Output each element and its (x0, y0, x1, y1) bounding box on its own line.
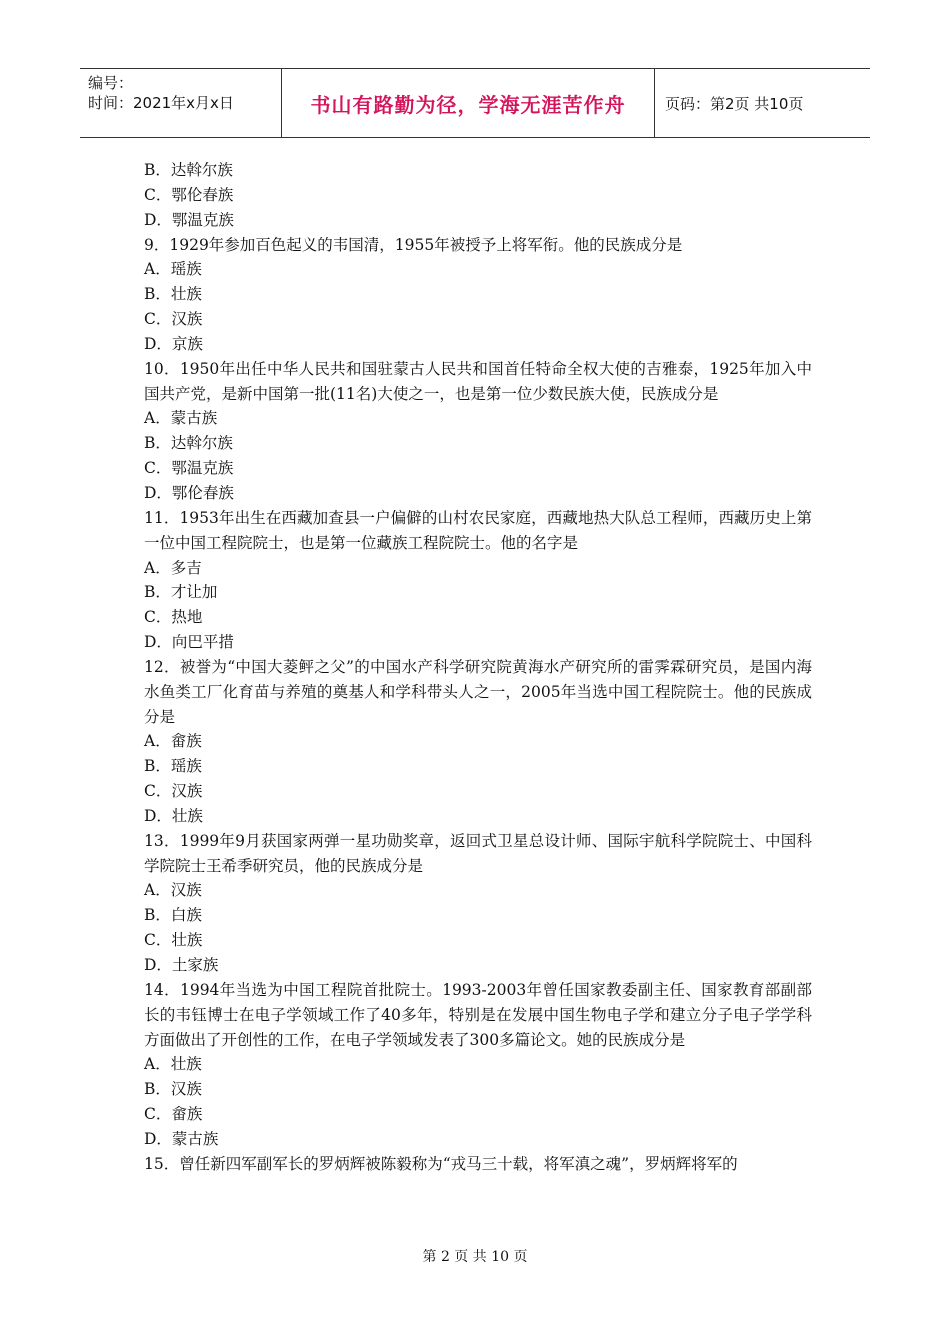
answer-option: D．土家族 (144, 956, 219, 974)
document-number-label: 编号： (88, 74, 134, 92)
page-header (80, 68, 870, 138)
answer-option: B．汉族 (144, 1080, 202, 1099)
question-text: 11．1953年出生在西藏加查县一户偏僻的山村农民家庭，西藏地热大队总工程师，西藏历史上第一位中国工程院院士，也是第一位藏族工程院院士。他的名字是 (144, 508, 812, 552)
answer-option: B．达斡尔族 (144, 161, 233, 179)
answer-option: A．汉族 (144, 881, 202, 900)
answer-option: D．向巴平措 (144, 633, 234, 652)
footer-page-number: 第 2 页 共 10 页 (422, 1249, 528, 1265)
answer-option: A．畲族 (144, 732, 202, 751)
answer-option: C．汉族 (144, 782, 203, 801)
header-motto: 书山有路勤为径，学海无涯苦作舟 (310, 92, 626, 117)
answer-option: B．瑶族 (144, 757, 202, 776)
question-text: 15．曾任新四军副军长的罗炳辉被陈毅称为“戎马三十载，将军滇之魂”，罗炳辉将军的 (144, 1154, 738, 1173)
answer-option: C．畲族 (144, 1105, 203, 1124)
header-page-info-text: 页码：第2页 共10页 (665, 94, 804, 113)
answer-option: A．瑶族 (144, 260, 202, 279)
answer-option: B．壮族 (144, 285, 202, 304)
question-text: 13．1999年9月获国家两弹一星功勋奖章，返回式卫星总设计师、国际宇航科学院院士、中国科学院院士王希季研究员，他的民族成分是 (144, 831, 812, 875)
question-text: 14．1994年当选为中国工程院首批院士。1993-2003年曾任国家教委副主任、国家教育部副部长的韦钰博士在电子学领域工作了40多年，特别是在发展中国生物电子学和建立分子电子学学科方面做出了开创性的工作，在电子学领域发表了300多篇论文。她的民族成分是 (144, 980, 812, 1049)
header-page-info (655, 69, 870, 137)
answer-option: C．壮族 (144, 931, 203, 950)
answer-option: A．蒙古族 (144, 409, 218, 428)
answer-option: A．多吉 (144, 558, 202, 577)
answer-option: C．鄂温克族 (144, 459, 234, 478)
document-time-label: 时间：2021年x月x日 (88, 94, 234, 112)
answer-option: D．京族 (144, 334, 203, 353)
answer-option: D．蒙古族 (144, 1129, 219, 1148)
answer-option: D．鄂温克族 (144, 210, 234, 229)
answer-option: A．壮族 (144, 1055, 202, 1074)
question-text: 12．被誉为“中国大菱鲆之父”的中国水产科学研究院黄海水产研究所的雷霁霖研究员，是国内海水鱼类工厂化育苗与养殖的奠基人和学科带头人之一，2005年当选中国工程院院士。他的民族成分是 (144, 657, 812, 726)
answer-option: B．才让加 (144, 583, 218, 602)
page-footer (0, 1246, 950, 1266)
header-meta (80, 69, 281, 137)
answer-option: B．达斡尔族 (144, 434, 233, 453)
answer-option: C．汉族 (144, 310, 203, 329)
answer-option: D．壮族 (144, 806, 203, 825)
answer-option: B．白族 (144, 906, 202, 925)
header-motto-cell (281, 69, 655, 137)
answer-option: D．鄂伦春族 (144, 483, 234, 502)
answer-option: C．热地 (144, 608, 203, 627)
question-text: 10．1950年出任中华人民共和国驻蒙古人民共和国首任特命全权大使的吉雅泰，1925年加入中国共产党，是新中国第一批(11名)大使之一，也是第一位少数民族大使，民族成分是 (144, 359, 812, 403)
question-list (144, 158, 812, 1177)
question-text: 9．1929年参加百色起义的韦国清，1955年被授予上将军衔。他的民族成分是 (144, 235, 683, 254)
answer-option: C．鄂伦春族 (144, 185, 234, 204)
